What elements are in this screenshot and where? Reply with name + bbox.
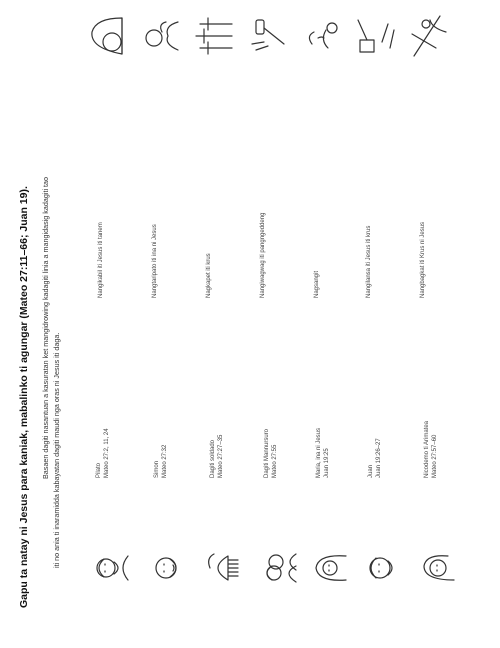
instructions-line-2: iti no ania ti inaramidda kabayatan dagiti maudi nga oras ni Jesus iti daga. xyxy=(52,332,61,568)
person-row xyxy=(90,398,130,588)
worksheet-title: Gapu ta natay ni Jesus para kaniak, mabalinko ti agungar (Mateo 27:11–66; Juan 19). xyxy=(18,186,30,608)
action-label: Nagkapet iti krus xyxy=(206,253,212,298)
person-row xyxy=(148,398,188,588)
action-row xyxy=(300,8,346,298)
action-row xyxy=(352,8,398,298)
action-label: Nangtaripato iti ina ni Jesus xyxy=(152,224,158,298)
instructions xyxy=(40,48,62,608)
action-label: Nangbagkat iti Krus ni Jesus xyxy=(420,221,426,298)
mary-portrait-icon xyxy=(310,548,350,588)
soldier-helmet-icon xyxy=(204,548,244,588)
joseph-portrait-icon xyxy=(418,548,458,588)
instructions-line-1: Basaen dagiti nasantuan a kasuratan ket mangidrowing kadagiti linia a mangidasig kadagiti tao xyxy=(41,176,50,480)
action-label: Nangiwagwag iti pangngeddeng xyxy=(260,212,266,298)
simon-portrait-icon xyxy=(148,548,188,588)
action-row xyxy=(138,8,184,298)
john-portrait-icon xyxy=(362,548,402,588)
action-row xyxy=(246,8,292,298)
crying-face-icon xyxy=(300,14,344,58)
carrying-cross-icon xyxy=(406,14,450,58)
caring-hands-icon xyxy=(138,14,182,58)
action-label: Nagsangit xyxy=(314,270,320,298)
action-label: Nangilansa iti Jesus iti krus xyxy=(366,225,372,298)
person-row xyxy=(418,398,458,588)
person-label: Nicodemo ti Arimatea Mateo 27:57–60 xyxy=(424,420,438,478)
person-label: Maria, ina ni Jesus Juan 19:25 xyxy=(316,427,330,478)
person-row xyxy=(310,398,350,588)
person-label: Dagiti Mannursuro Mateo 27:55 xyxy=(264,428,278,478)
person-row xyxy=(362,398,402,588)
action-row xyxy=(192,8,238,298)
person-row xyxy=(258,398,298,588)
action-row xyxy=(406,8,452,298)
women-followers-icon xyxy=(258,548,298,588)
tomb-icon xyxy=(84,14,128,58)
person-label: Juan Juan 19:26–27 xyxy=(368,438,382,478)
pilate-portrait-icon xyxy=(90,548,130,588)
action-label: Nangikabil iti Jesus iti tanem xyxy=(98,222,104,298)
person-label: Pilato Mateo 27:2, 11, 24 xyxy=(96,428,110,478)
mallet-spikes-icon xyxy=(352,14,396,58)
hammer-nails-icon xyxy=(246,14,290,58)
person-label: Dagiti soldado Mateo 27:27–35 xyxy=(210,434,224,478)
action-row xyxy=(84,8,130,298)
person-label: Simon Mateo 27:32 xyxy=(154,444,168,478)
three-crosses-icon xyxy=(192,14,236,58)
person-row xyxy=(204,398,244,588)
